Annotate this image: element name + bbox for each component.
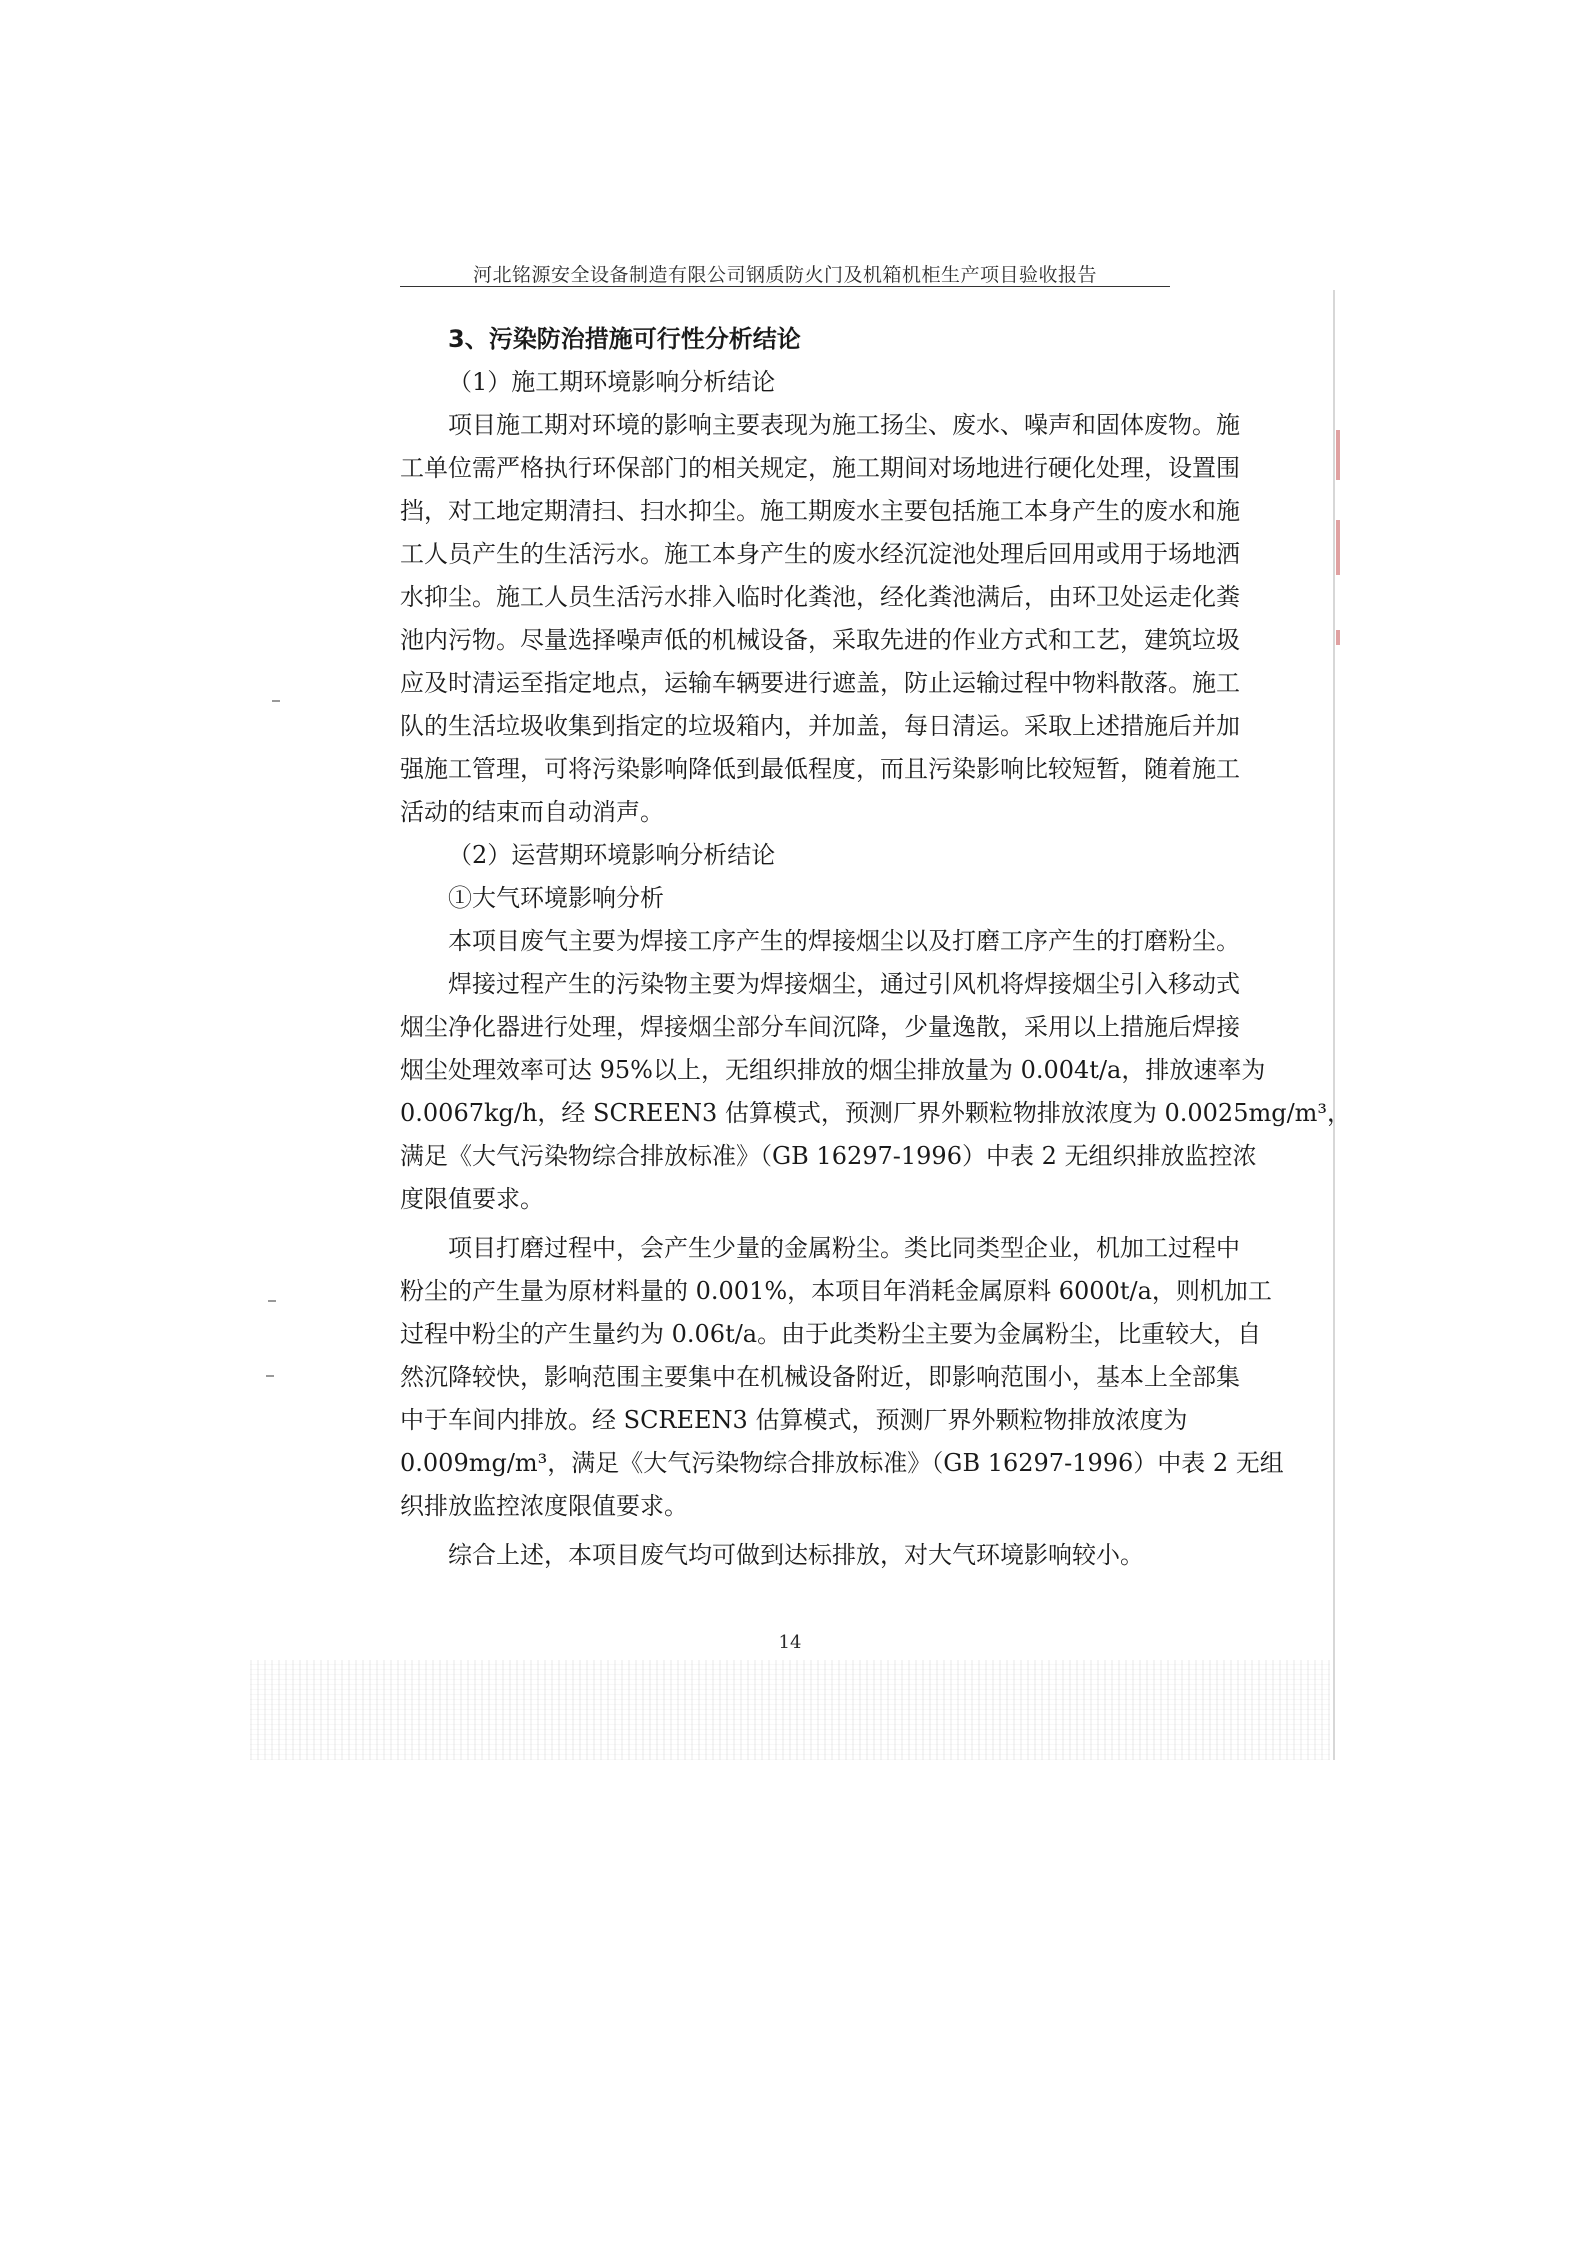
text-line: 烟尘净化器进行处理，焊接烟尘部分车间沉降，少量逸散，采用以上措施后焊接 [400,1013,1240,1041]
text-line: 织排放监控浓度限值要求。 [400,1492,688,1520]
scan-speck [272,700,280,702]
text-line: 工单位需严格执行环保部门的相关规定，施工期间对场地进行硬化处理，设置围 [400,454,1240,482]
report-header-title: 河北铭源安全设备制造有限公司钢质防火门及机箱机柜生产项目验收报告 [472,264,1097,286]
text-line: 队的生活垃圾收集到指定的垃圾箱内，并加盖，每日清运。采取上述措施后并加 [400,712,1240,740]
text-line: 池内污物。尽量选择噪声低的机械设备，采取先进的作业方式和工艺，建筑垃圾 [400,626,1240,654]
text-line: 项目施工期对环境的影响主要表现为施工扬尘、废水、噪声和固体废物。施 [448,411,1240,439]
text-line: 满足《大气污染物综合排放标准》（GB 16297-1996）中表 2 无组织排放监控浓 [400,1142,1257,1170]
subsection-title-operation: （2）运营期环境影响分析结论 [448,841,776,869]
scan-speck [266,1375,274,1377]
text-line: 然沉降较快，影响范围主要集中在机械设备附近，即影响范围小，基本上全部集 [400,1363,1240,1391]
text-line: 本项目废气主要为焊接工序产生的焊接烟尘以及打磨工序产生的打磨粉尘。 [448,927,1240,955]
red-stamp-fragment [1336,520,1340,575]
text-line: 烟尘处理效率可达 95%以上，无组织排放的烟尘排放量为 0.004t/a，排放速率为 [400,1056,1266,1084]
text-line: 粉尘的产生量为原材料量的 0.001%，本项目年消耗金属原料 6000t/a，则机加工 [400,1277,1272,1305]
text-line: 应及时清运至指定地点，运输车辆要进行遮盖，防止运输过程中物料散落。施工 [400,669,1240,697]
document-body [400,318,1352,1577]
scan-speck [268,1300,276,1302]
scan-noise-band [250,1660,1330,1760]
text-line: 水抑尘。施工人员生活污水排入临时化粪池，经化粪池满后，由环卫处运走化粪 [400,583,1240,611]
text-line: 焊接过程产生的污染物主要为焊接烟尘，通过引风机将焊接烟尘引入移动式 [448,970,1240,998]
text-line: 过程中粉尘的产生量约为 0.06t/a。由于此类粉尘主要为金属粉尘，比重较大，自 [400,1320,1262,1348]
paragraph-summary [400,1534,1170,1577]
text-line: 工人员产生的生活污水。施工本身产生的废水经沉淀池处理后回用或用于场地洒 [400,540,1240,568]
text-line: 中于车间内排放。经 SCREEN3 估算模式，预测厂界外颗粒物排放浓度为 [400,1406,1188,1434]
scan-page-edge [1333,290,1335,1760]
text-line: 挡，对工地定期清扫、扫水抑尘。施工期废水主要包括施工本身产生的废水和施 [400,497,1240,525]
text-line: 项目打磨过程中，会产生少量的金属粉尘。类比同类型企业，机加工过程中 [448,1234,1240,1262]
header-divider [400,286,1170,287]
paragraph-welding [400,963,1352,1221]
subsection-title-air: ①大气环境影响分析 [448,884,664,912]
subsection-title-construction: （1）施工期环境影响分析结论 [448,368,776,396]
red-stamp-fragment [1336,630,1340,645]
text-line: 度限值要求。 [400,1185,544,1213]
text-line: 综合上述，本项目废气均可做到达标排放，对大气环境影响较小。 [448,1541,1144,1569]
paragraph-construction [400,404,1240,834]
section-heading: 3、污染防治措施可行性分析结论 [448,325,801,353]
paragraph-air-intro [400,920,1240,963]
text-line: 强施工管理，可将污染影响降低到最低程度，而且污染影响比较短暂，随着施工 [400,755,1240,783]
page-number: 14 [778,1632,802,1653]
paragraph-grinding [400,1227,1284,1528]
text-line: 0.0067kg/h，经 SCREEN3 估算模式，预测厂界外颗粒物排放浓度为 0.0025mg/m³， [400,1099,1352,1127]
red-stamp-fragment [1336,430,1340,480]
text-line: 0.009mg/m³，满足《大气污染物综合排放标准》（GB 16297-1996）中表 2 无组 [400,1449,1284,1477]
text-line: 活动的结束而自动消声。 [400,798,664,826]
